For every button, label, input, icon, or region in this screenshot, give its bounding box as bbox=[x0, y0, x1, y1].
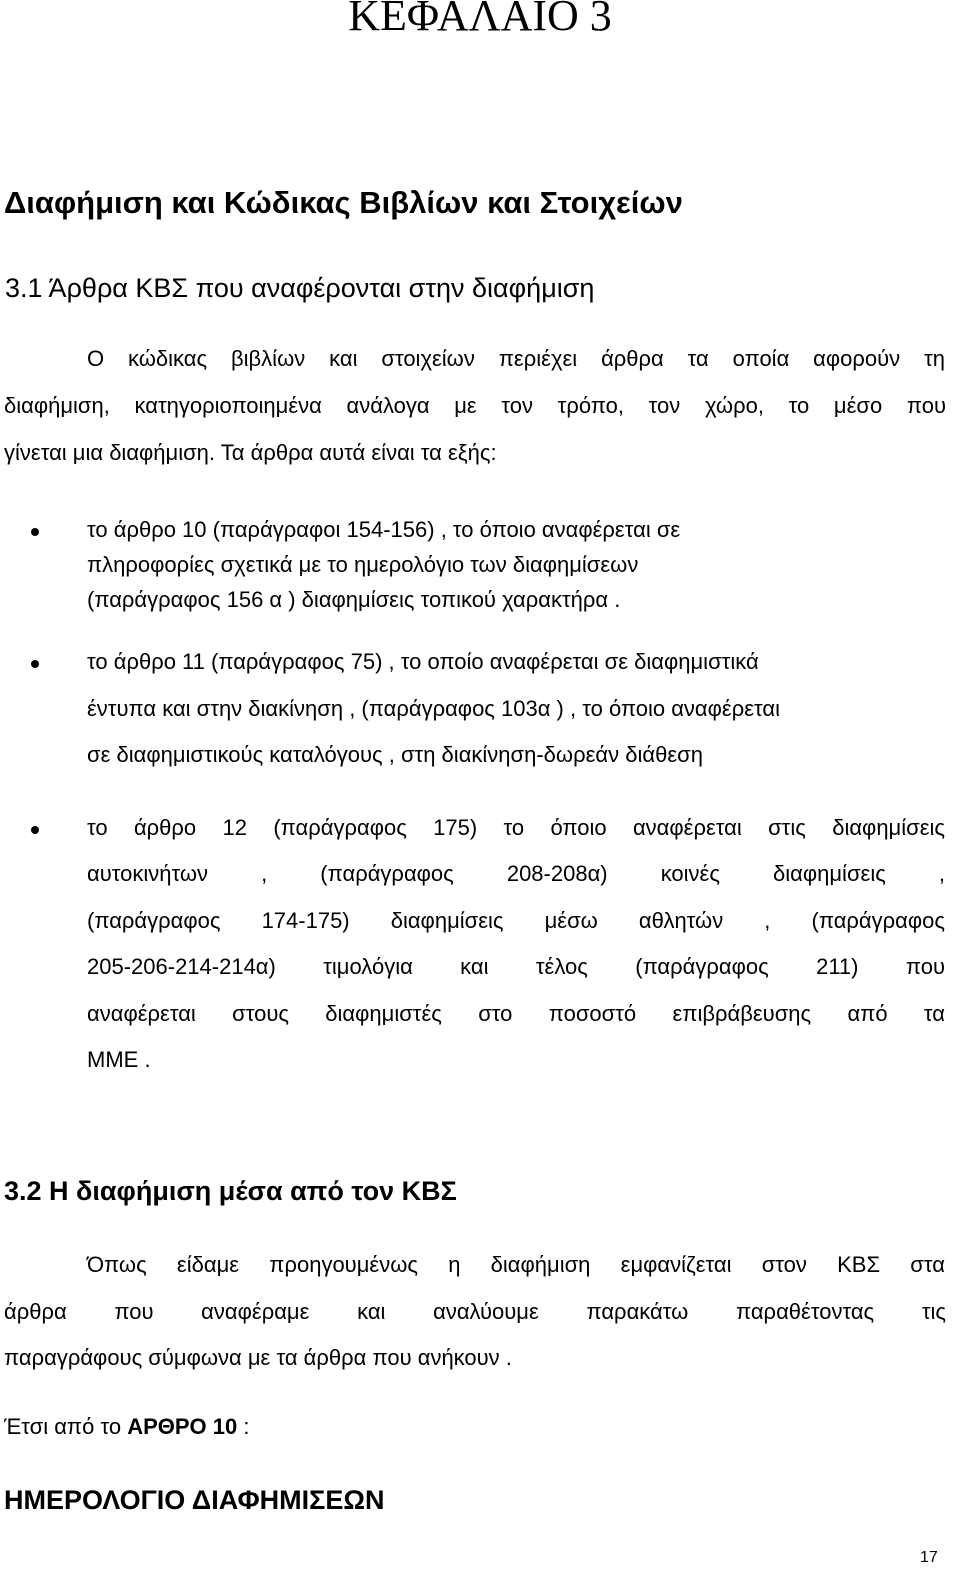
article-ref-prefix: Έτσι από το bbox=[4, 1414, 128, 1439]
section-title: Διαφήμιση και Κώδικας Βιβλίων και Στοιχείων bbox=[4, 185, 683, 220]
bullet-3-line-2: αυτοκινήτων , (παράγραφος 208-208α) κοινές διαφημίσεις , bbox=[87, 861, 945, 886]
bullet-3-line-6: ΜΜΕ . bbox=[87, 1047, 151, 1072]
bullet-3-line-1: το άρθρο 12 (παράγραφος 175) το όποιο αναφέρεται στις διαφημίσεις bbox=[87, 815, 945, 840]
bullet-2-line-3: σε διαφημιστικούς καταλόγους , στη διακίνηση-δωρεάν διάθεση bbox=[87, 742, 703, 767]
bullet-3-line-3: (παράγραφος 174-175) διαφημίσεις μέσω αθλητών , (παράγραφος bbox=[87, 908, 945, 933]
bullet-2-line-1: το άρθρο 11 (παράγραφος 75) , το οποίο αναφέρεται σε διαφημιστικά bbox=[87, 649, 759, 674]
subsection-heading-1: 3.1 Άρθρα ΚΒΣ που αναφέρονται στην διαφήμιση bbox=[5, 273, 595, 303]
bullet-marker-3 bbox=[31, 826, 39, 834]
intro-line-3: γίνεται μια διαφήμιση. Τα άρθρα αυτά είναι τα εξής: bbox=[4, 440, 497, 465]
bullet-marker-2 bbox=[31, 660, 39, 668]
section2-line-3: παραγράφους σύμφωνα με τα άρθρα που ανήκουν . bbox=[4, 1345, 512, 1370]
bullet-marker-1 bbox=[31, 528, 39, 536]
bullet-2-line-2: έντυπα και στην διακίνηση , (παράγραφος 103α ) , το όποιο αναφέρεται bbox=[87, 696, 781, 721]
chapter-title: ΚΕΦΑΛΑΙΟ 3 bbox=[348, 0, 612, 40]
intro-line-1: Ο κώδικας βιβλίων και στοιχείων περιέχει άρθρα τα οποία αφορούν τη bbox=[87, 346, 945, 371]
subsection-heading-2: 3.2 Η διαφήμιση μέσα από τον ΚΒΣ bbox=[4, 1176, 457, 1206]
bullet-1-line-1: το άρθρο 10 (παράγραφοι 154-156) , το όποιο αναφέρεται σε bbox=[87, 517, 681, 542]
bullet-3-line-4: 205-206-214-214α) τιμολόγια και τέλος (παράγραφος 211) που bbox=[87, 954, 945, 979]
bullet-1-line-2: πληροφορίες σχετικά με το ημερολόγιο των διαφημίσεων bbox=[87, 552, 639, 577]
article-ref-bold: ΑΡΘΡΟ 10 bbox=[127, 1414, 238, 1439]
page-number: 17 bbox=[920, 1549, 938, 1566]
intro-line-2: διαφήμιση, κατηγοριοποιημένα ανάλογα με τον τρόπο, τον χώρο, το μέσο που bbox=[4, 393, 946, 418]
article-ref-suffix: : bbox=[237, 1414, 250, 1439]
section2-line-1: Όπως είδαμε προηγουμένως η διαφήμιση εμφανίζεται στον ΚΒΣ στα bbox=[87, 1252, 945, 1277]
article-reference bbox=[4, 1412, 249, 1442]
bullet-1-line-3: (παράγραφος 156 α ) διαφημίσεις τοπικού χαρακτήρα . bbox=[87, 587, 621, 612]
section2-line-2: άρθρα που αναφέραμε και αναλύουμε παρακάτω παραθέτοντας τις bbox=[4, 1299, 946, 1324]
final-heading: ΗΜΕΡΟΛΟΓΙΟ ΔΙΑΦΗΜΙΣΕΩΝ bbox=[4, 1485, 385, 1515]
bullet-3-line-5: αναφέρεται στους διαφημιστές στο ποσοστό επιβράβευσης από τα bbox=[87, 1001, 945, 1026]
